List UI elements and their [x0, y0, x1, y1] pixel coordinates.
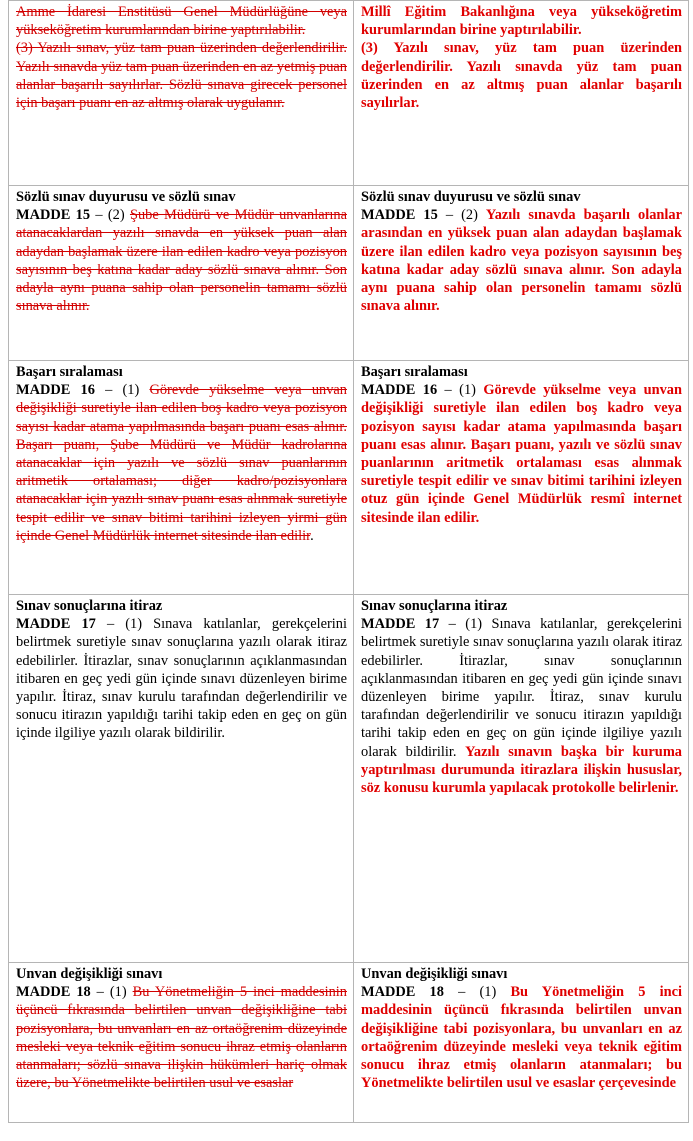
article-number: MADDE 16: [361, 382, 438, 399]
deleted-text: Amme İdaresi Enstitüsü Genel Müdürlüğüne veya yükseköğretim kurumlarından birine yaptırılabilir.: [16, 4, 347, 39]
inserted-text: Yazılı sınavda başarılı olanlar arasından en yüksek puan alan adaydan başlamak üzere ilan edilen kadro veya pozisyon sayısının beş katına kadar aday sözlü sınava alınır. Son adayla aynı puana sahip olan personelin tamamı sözlü sınava alınır.: [361, 207, 682, 315]
body-text: – (1): [90, 984, 133, 1001]
table-row: [9, 186, 689, 361]
old-text-cell: [9, 361, 354, 595]
deleted-text: (3) Yazılı sınav, yüz tam puan üzerinden değerlendirilir. Yazılı sınavda yüz tam puan üzerinden en az yetmiş puan alanlar başarılı sayılırlar. Sözlü sınava girecek personel için başarı puanı en az altmış olarak uygulanır.: [16, 40, 347, 112]
inserted-text: Millî Eğitim Bakanlığına veya yükseköğretim kurumlarından birine yaptırılabilir.: [361, 4, 682, 39]
body-text: – (2): [90, 207, 130, 224]
section-heading: Başarı sıralaması: [16, 364, 123, 380]
section-heading: Unvan değişikliği sınavı: [16, 966, 163, 982]
body-text: – (1): [443, 984, 511, 1001]
old-text-cell: [9, 186, 354, 361]
table-row: [9, 963, 689, 1123]
section-heading: Sözlü sınav duyurusu ve sözlü sınav: [16, 189, 236, 205]
body-text: – (1): [94, 382, 150, 399]
article-number: MADDE 16: [16, 382, 95, 399]
new-text-cell: [354, 186, 689, 361]
section-heading: Sözlü sınav duyurusu ve sözlü sınav: [361, 189, 581, 205]
new-text-cell: [354, 1, 689, 186]
comparison-table: [8, 0, 689, 1123]
table-row: [9, 361, 689, 595]
inserted-text: Görevde yükselme veya unvan değişikliği suretiyle ilan edilen boş kadro veya pozisyon sayısı kadar atama yapılmasında başarı puanı esas alınır. Başarı puanı, yazılı ve sözlü sınav puanlarının aritmetik ortalaması esas alınmak suretiyle tespit edilir ve sınav bitimi tarihini izleyen otuz gün içinde Genel Müdürlük resmî internet sitesinde ilan edilir.: [361, 382, 682, 526]
new-text-cell: [354, 361, 689, 595]
section-heading: Sınav sonuçlarına itiraz: [361, 598, 508, 614]
old-text-cell: [9, 1, 354, 186]
new-text-cell: [354, 963, 689, 1123]
old-text-cell: [9, 595, 354, 963]
article-number: MADDE 17: [16, 616, 96, 633]
inserted-text: Yazılı sınavın başka bir kuruma yaptırılması durumunda itirazlara ilişkin hususlar, söz konusu kurumla yapılacak protokolle belirlenir.: [361, 743, 682, 797]
article-number: MADDE 18: [361, 984, 444, 1001]
inserted-text: Bu Yönetmeliğin 5 inci maddesinin üçüncü fıkrasında belirtilen unvan değişikliğine tabi pozisyonlara, bu unvanları en az ortaöğrenim düzeyinde mesleki veya teknik eğitim sonucu ihraz etmiş olanların atanmaları; bu Yönetmelikte belirtilen usul ve esaslar çerçevesinde: [361, 984, 682, 1092]
section-heading: Başarı sıralaması: [361, 364, 468, 380]
article-number: MADDE 15: [16, 207, 91, 224]
new-text-cell: [354, 595, 689, 963]
section-heading: Unvan değişikliği sınavı: [361, 966, 508, 982]
body-text: – (1): [437, 382, 484, 399]
old-text-cell: [9, 963, 354, 1123]
article-number: MADDE 15: [361, 207, 438, 224]
table-row: [9, 595, 689, 963]
section-heading: Sınav sonuçlarına itiraz: [16, 598, 163, 614]
deleted-text: Bu Yönetmeliğin 5 inci maddesinin üçüncü fıkrasında belirtilen unvan değişikliğine tabi pozisyonlara, bu unvanları en az ortaöğrenim düzeyinde mesleki veya teknik eğitim sonucu ihraz etmiş olanların atanmaları; sözlü sınava ilişkin hükümleri hariç olmak üzere, bu Yönetmelikte belirtilen usul ve esaslar: [16, 984, 347, 1092]
table-row: [9, 1, 689, 186]
inserted-text: (3) Yazılı sınav, yüz tam puan üzerinden değerlendirilir. Yazılı sınavda yüz tam puan üzerinden en az altmış puan alanlar başarılı sayılırlar.: [361, 40, 682, 112]
deleted-text: Görevde yükselme veya unvan değişikliği suretiyle ilan edilen boş kadro veya pozisyon sayısı kadar atama yapılmasında başarı puanı esas alınır. Başarı puanı, Şube Müdürü ve Müdür kadrolarına atanacaklar için yazılı ve sözlü sınav puanlarının aritmetik ortalaması; diğer kadro/pozisyonlara atanacaklar için yazılı sınav puanı esas alınmak suretiyle tespit edilir ve sınav bitimi tarihini izleyen yirmi gün içinde Genel Müdürlük internet sitesinde ilan edilir: [16, 382, 347, 544]
body-text: – (1) Sınava katılanlar, gerekçelerini belirtmek suretiyle sınav sonuçlarına yazılı olarak itiraz edebilirler. İtirazlar, sınav sonuçlarının açıklanmasından itibaren en geç yedi gün içinde sınavı düzenleyen birime yapılır. İtiraz, sınav kurulu tarafından değerlendirilir ve sonucu itirazın yapıldığı tarihi takip eden en geç on gün içinde ilgiliye yazılı olarak bildirilir.: [361, 616, 682, 760]
article-number: MADDE 18: [16, 984, 91, 1001]
body-text: .: [310, 527, 314, 544]
deleted-text: Şube Müdürü ve Müdür unvanlarına atanacaklardan yazılı sınavda en yüksek puan alan adaydan başlamak üzere ilan edilen kadro veya pozisyon sayısının beş katına kadar aday sözlü sınava alınır. Son adayla aynı puana sahip olan personelin tamamı sözlü sınava alınır.: [16, 207, 347, 315]
body-text: – (1) Sınava katılanlar, gerekçelerini belirtmek suretiyle sınav sonuçlarına yazılı olarak itiraz edebilirler. İtirazlar, sınav sonuçlarının açıklanmasından itibaren en geç yedi gün içinde sınavı düzenleyen birime yapılır. İtiraz, sınav kurulu tarafından değerlendirilir ve sonucu itirazın yapıldığı tarihi takip eden en geç on gün içinde ilgiliye yazılı olarak bildirilir.: [16, 616, 347, 742]
article-number: MADDE 17: [361, 616, 440, 633]
body-text: – (2): [437, 207, 486, 224]
